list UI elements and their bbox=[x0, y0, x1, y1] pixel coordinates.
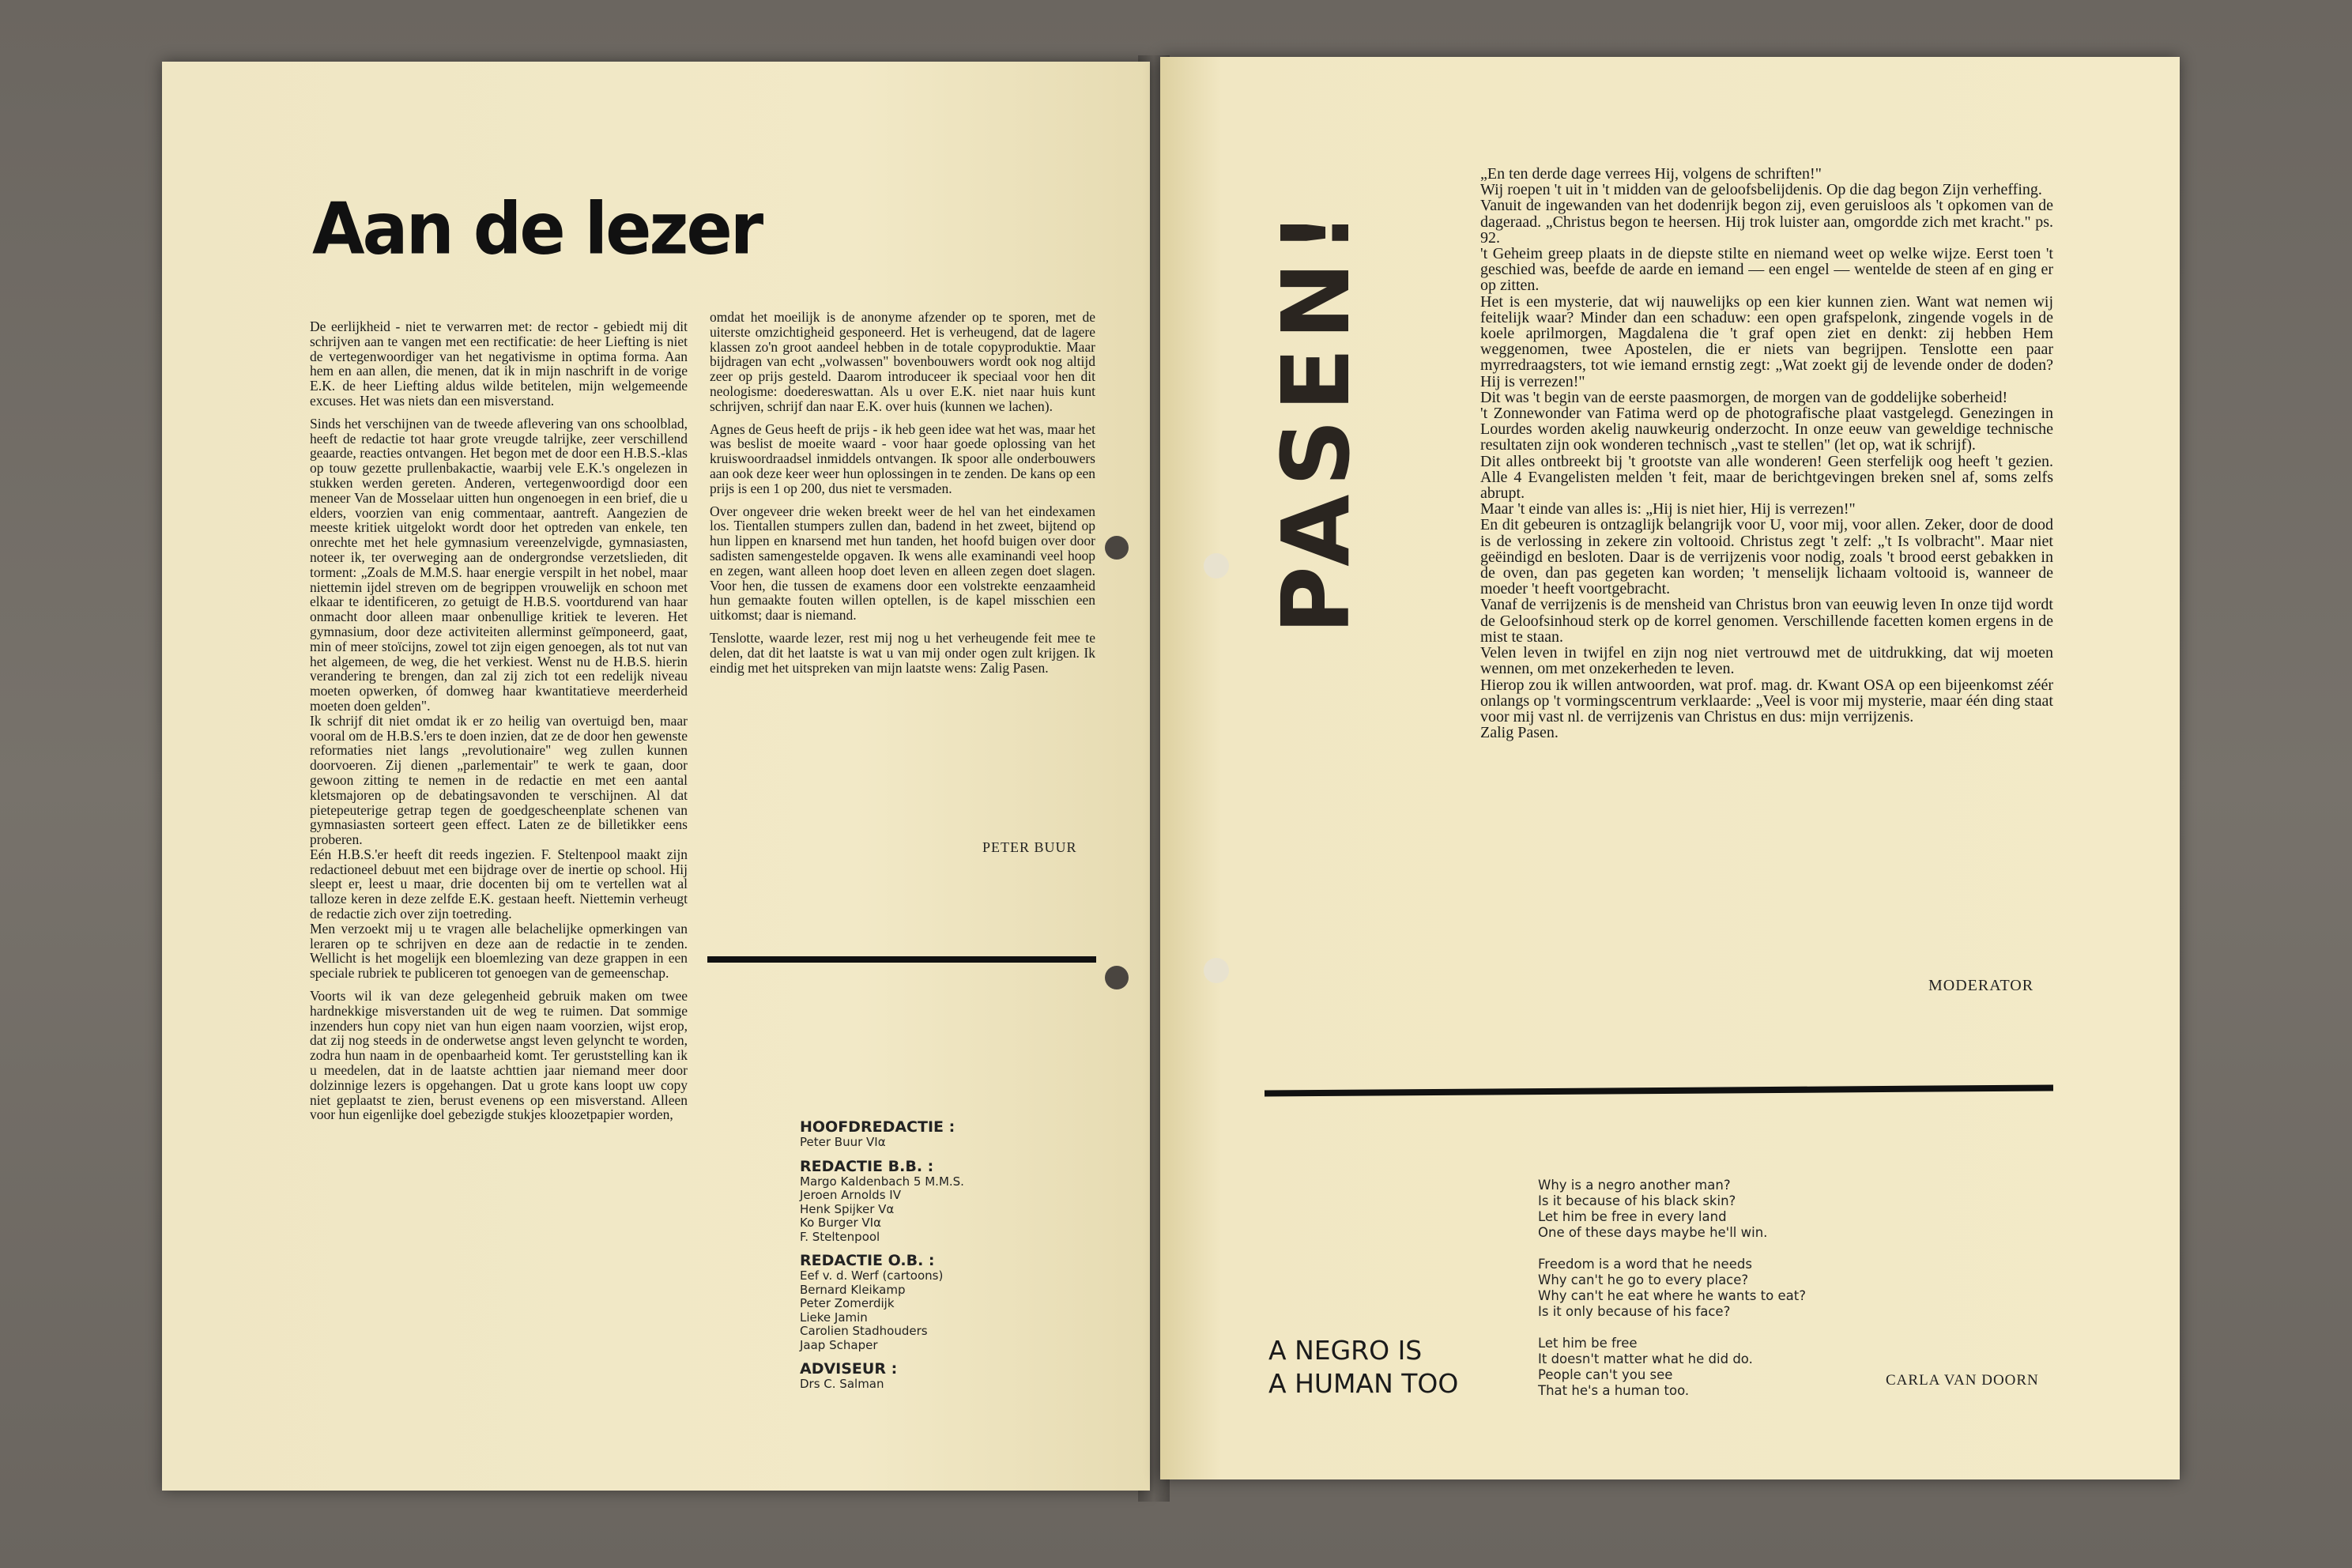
masthead-name: Drs C. Salman bbox=[800, 1377, 884, 1391]
paragraph: Over ongeveer drie weken breekt weer de hel van het eindexamen los. Tientallen stumpers zullen dan, badend in het zweet, bijtend op hun lippen en knarsend met hun tanden, het hoofd buigen over door sadisten samengestelde opgaven. Ik wens alle examinandi veel hoop en zegen, want alleen hoop doet leven en alleen zegen doet slagen. Voor hen, die tussen de examens door een volstrekte eenzaamheid hun gemaakte fouten willen optellen, is de kapel misschien een uitkomst; daar is niemand. bbox=[710, 503, 1095, 624]
vertical-title bbox=[1261, 166, 1370, 672]
paragraph: Ik schrijf dit niet omdat ik er zo heilig van overtuigd ben, maar vooral om de H.B.S.'ers te doen inzien, dat ze de door hen gewenste reformaties niet langs „revolutionaire" weg zullen kunnen doorvoeren. Zij dienen „parlementair" te werk te gaan, door gewoon zitting te nemen in de redactie en met een aantal kletsmajoren op de debatingsavonden te verschijnen. Al dat pietepeuterige getrap tegen de goedgescheenplate schenen van gymnasiasten sorteert geen effect. Laten ze de billetikker eens proberen. bbox=[310, 712, 688, 848]
poem-stanza bbox=[1538, 1178, 1806, 1241]
masthead-name: Carolien Stadhouders bbox=[800, 1324, 928, 1338]
masthead-heading: REDACTIE B.B. : bbox=[800, 1157, 934, 1175]
poem-line: Freedom is a word that he needs bbox=[1538, 1257, 1752, 1272]
masthead-name: Henk Spijker Vα bbox=[800, 1201, 895, 1216]
poem-line: Why can't he go to every place? bbox=[1538, 1272, 1749, 1287]
masthead-name: Jaap Schaper bbox=[800, 1337, 878, 1352]
paragraph: Eén H.B.S.'er heeft dit reeds ingezien. F. Steltenpool maakt zijn redactioneel debuut met een bijdrage over de inertie op school. Hij sleept er, leest u maar, drie docenten bij om te vertellen wat al talloze keren in deze zelfde E.K. gestaan heeft. Niettemin verheugt de redactie zich over zijn toetreding. bbox=[310, 846, 688, 922]
masthead-name: Eef v. d. Werf (cartoons) bbox=[800, 1268, 944, 1283]
poem-line: Let him be free bbox=[1538, 1336, 1638, 1351]
paragraph: De eerlijkheid - niet te verwarren met: de rector - gebiedt mij dit schrijven aan te vangen met een rectificatie: de heer Liefting is niet de vertegenwoordiger van het negativisme in optima forma. Aan hem en aan allen, die menen, dat ik in mijn naschrift in de vorige E.K. de heer Liefting aldus wilde betitelen, mijn welgemeende excuses. Het was niets dan een misverstand. bbox=[310, 318, 688, 409]
punch-hole bbox=[1204, 958, 1229, 983]
vertical-title-text: PASEN! bbox=[1261, 203, 1370, 635]
paragraph: 't Geheim greep plaats in de diepste stilte en niemand weet op welke wijze. Eerst toen 't geschied was, beefde de aarde en iemand — een engel — wentelde de steen af en ging er op zitten. bbox=[1480, 245, 2053, 295]
masthead-name: Peter Buur VIα bbox=[800, 1135, 886, 1149]
poem-signature: CARLA VAN DOORN bbox=[1886, 1372, 2039, 1389]
article-headline: Aan de lezer bbox=[312, 187, 762, 271]
divider-rule bbox=[707, 956, 1096, 963]
paragraph: 't Zonnewonder van Fatima werd op de photografische plaat vastgelegd. Genezingen in Lourdes worden akelig nauwkeurig onderzocht. In onze eeuw van geweldige technische resultaten zijn ook wonderen technisch „vast te stellen" (let op, wat ik schrijf). bbox=[1480, 405, 2053, 454]
masthead-name: F. Steltenpool bbox=[800, 1229, 880, 1244]
article-signature: MODERATOR bbox=[1928, 977, 2034, 994]
masthead-name: Ko Burger VIα bbox=[800, 1216, 881, 1230]
author-signature: PETER BUUR bbox=[982, 839, 1077, 855]
poem-stanza bbox=[1538, 1257, 1806, 1320]
paragraph: Maar 't einde van alles is: „Hij is niet hier, Hij is verrezen!" bbox=[1480, 500, 1856, 518]
paragraph: Vanaf de verrijzenis is de mensheid van Christus bron van eeuwig leven In onze tijd wordt de Geloofsinhoud sterk op de korrel genomen. Verschillende facetten komen ergens in de mist te staan. bbox=[1480, 596, 2053, 646]
poem-line: Why is a negro another man? bbox=[1538, 1178, 1731, 1193]
poem-line: Let him be free in every land bbox=[1538, 1209, 1727, 1224]
paragraph: Vanuit de ingewanden van het dodenrijk begon zij, even geruisloos als 't opkomen van de dageraad. „Christus begon te heersen. Hij trok luister aan, omgordde zich met kracht." ps. 92. bbox=[1480, 197, 2053, 247]
punch-hole bbox=[1204, 553, 1229, 579]
masthead-heading: ADVISEUR : bbox=[800, 1360, 898, 1378]
paragraph: Zalig Pasen. bbox=[1480, 724, 1559, 742]
masthead-name: Jeroen Arnolds IV bbox=[800, 1188, 901, 1202]
paragraph: Sinds het verschijnen van de tweede aflevering van ons schoolblad, heeft de redactie tot haar grote vreugde talrijke, zeer verschillend geaarde, reacties ontvangen. Het begon met de door een H.B.S.-klas op touw gezette prullenbakactie, waarbij vele E.K.'s ongelezen in stukken werden gereten. Anderen, vertegenwoordigd door een meneer Van de Mosselaar uitten hun ongenoegen in een brief, die u elders, voorzien van enig commentaar, aantreft. Aangezien de meeste kritiek uitgelokt wordt door het optreden van enkele, ten onrechte met het hele gymnasium vereenzelvigde, gymnasiasten, noteer ik, ter overweging aan de ondergrondse verzetslieden, dit torment: „Zoals de M.M.S. haar energie verspilt in het nobel, maar niettemin ijdel streven om de begrippen vrouwelijk en schoon met elkaar te identificeren, zo getuigt de H.B.S. voortdurend van haar onmacht door alleen maar onbenullige kritiek te leveren. Het gymnasium, door deze activiteiten allerminst geïmponeerd, gaat, min of meer stoïcijns, zowel tot zijn eigen genoegen, als tot nut van het algemeen, de weg, die het verkiest. Wenst nu de H.B.S. hierin verandering te brengen, dan zal zij zich tot een redelijk niveau moeten opwerken, óf domweg haar kwantitatieve meerderheid moeten doen gelden". bbox=[310, 415, 688, 714]
paragraph: Dit alles ontbreekt bij 't grootste van alle wonderen! Geen sterfelijk oog heeft 't gezien. Alle 4 Evangelisten melden 't feit, maar de berichtgevingen breken snel af, soms zelfs abrupt. bbox=[1480, 452, 2053, 503]
paragraph: „En ten derde dage verrees Hij, volgens de schriften!" bbox=[1480, 165, 1822, 183]
paragraph: Het is een mysterie, dat wij nauwelijks op een kier kunnen zien. Want wat nemen wij feitelijk waar? Minder dan een schaduw: een open grafspelonk, zingende vogels in de koele aprilmorgen, Magdalena die 't graf open ziet en denkt: zij hebben Hem weggenomen, twee Apostelen, die er niets van begrijpen. Tenslotte een paar myrredraagsters, tot wie iemand ernstig zegt: „Wat zoekt gij de levende onder de doden? Hij is verrezen!" bbox=[1480, 292, 2053, 390]
paragraph: Dit was 't begin van de eerste paasmorgen, de morgen van de goddelijke soberheid! bbox=[1480, 388, 2008, 406]
paragraph: Agnes de Geus heeft de prijs - ik heb geen idee wat het was, maar het was beslist de moeite waard - voor haar goede oplossing van het kruiswoordraadsel inmiddels ontvangen. Ik spoor alle onderbouwers aan ook deze keer weer hun oplossingen in te zenden. De kans op een prijs is een 1 op 200, dus niet te versmaden. bbox=[710, 420, 1095, 496]
poem-line: Is it because of his black skin? bbox=[1538, 1193, 1736, 1208]
punch-hole bbox=[1105, 536, 1129, 560]
poem-title-line: A HUMAN TOO bbox=[1268, 1368, 1459, 1399]
poem-line: It doesn't matter what he did do. bbox=[1538, 1351, 1753, 1366]
article-column-2 bbox=[710, 310, 1095, 683]
masthead-name: Peter Zomerdijk bbox=[800, 1296, 895, 1310]
paragraph: En dit gebeuren is ontzaglijk belangrijk voor U, voor mij, voor allen. Zeker, door de dood is de verlossing in zekere zin voltooid. Christus zegt 't zelf: „'t Is volbracht". Maar niet geëindigd en besloten. Daar is de verrijzenis voor nodig, zoals 't brood eerst gebakken in de oven, dan pas gegeten kan worden; 't menselijk lichaam voltooid is, wanneer de moeder 't heeft voortgebracht. bbox=[1480, 516, 2053, 598]
article-body bbox=[1480, 166, 2053, 741]
masthead-name: Lieke Jamin bbox=[800, 1310, 868, 1325]
poem bbox=[1538, 1178, 1806, 1415]
poem-line: That he's a human too. bbox=[1538, 1383, 1690, 1398]
poem-title bbox=[1268, 1334, 1458, 1400]
paragraph: Wij roepen 't uit in 't midden van de geloofsbelijdenis. Op die dag begon Zijn verheffing. bbox=[1480, 181, 2042, 199]
paragraph: omdat het moeilijk is de anonyme afzender op te sporen, met de uiterste omzichtigheid gesponeerd. Het is verheugend, dat de lagere klassen zo'n groot aandeel hebben in de totale copyproduktie. Maar bijdragen van echt „volwassen" bovenbouwers wordt ook nog altijd zeer op prijs gesteld. Daarom introduceer ik speciaal voor hen dit neologisme: doedereswattan. Als u over E.K. niet naar huis kunt schrijven, schrijf dan naar E.K. over huis (kunnen we lachen). bbox=[710, 309, 1095, 414]
masthead-heading: REDACTIE O.B. : bbox=[800, 1252, 935, 1269]
poem-title-line: A NEGRO IS bbox=[1268, 1335, 1423, 1366]
masthead-name: Bernard Kleikamp bbox=[800, 1282, 906, 1297]
article-column-1 bbox=[310, 319, 688, 1130]
paragraph: Tenslotte, waarde lezer, rest mij nog u het verheugende feit mee te delen, dat dit het laatste is wat u van mij onder ogen zult krijgen. Ik eindig met het uitspreken van mijn laatste wens: Zalig Pasen. bbox=[710, 629, 1095, 676]
poem-line: One of these days maybe he'll win. bbox=[1538, 1225, 1768, 1240]
masthead bbox=[800, 1110, 964, 1392]
paragraph: Men verzoekt mij u te vragen alle belachelijke opmerkingen van leraren op te schrijven en deze aan de redactie in te zenden. Wellicht is het mogelijk een bloemlezing van deze grappen in een speciale rubriek te publiceren tot genoegen van de gemeenschap. bbox=[310, 920, 688, 982]
paragraph: Velen leven in twijfel en zijn nog niet vertrouwd met de uitdrukking, dat wij moeten wennen, om met onzekerheden te leven. bbox=[1480, 644, 2053, 678]
poem-line: People can't you see bbox=[1538, 1367, 1673, 1382]
poem-line: Is it only because of his face? bbox=[1538, 1304, 1731, 1319]
poem-line: Why can't he eat where he wants to eat? bbox=[1538, 1288, 1806, 1303]
masthead-name: Margo Kaldenbach 5 M.M.S. bbox=[800, 1174, 964, 1189]
paragraph: Voorts wil ik van deze gelegenheid gebruik maken om twee hardnekkige misverstanden uit de weg te ruimen. Dat sommige inzenders hun copy niet van hun eigen naam voorzien, wijst erop, dat zij nog steeds in de onderwetse angst leven gelyncht te worden, zodra hun naam in de openbaarheid komt. Ter geruststelling kan ik u meedelen, dat in de laatste achttien jaar niemand meer door dolzinnige lezers is opgehangen. Dat u grote kans loopt uw copy niet geplaatst te zien, berust evenens op een misverstand. Alleen voor hun eigenlijke doel gebezigde stukjes kloozetpapier worden, bbox=[310, 988, 688, 1123]
masthead-heading: HOOFDREDACTIE : bbox=[800, 1118, 956, 1136]
poem-stanza bbox=[1538, 1336, 1806, 1399]
punch-hole bbox=[1105, 966, 1129, 989]
paragraph: Hierop zou ik willen antwoorden, wat prof. mag. dr. Kwant OSA op een bijeenkomst zéér onlangs op 't vormingscentrum verklaarde: „Veel is voor mij mysterie, maar één ding staat voor mij vast nl. de verrijzenis van Christus en dus: mijn verrijzenis. bbox=[1480, 676, 2053, 726]
